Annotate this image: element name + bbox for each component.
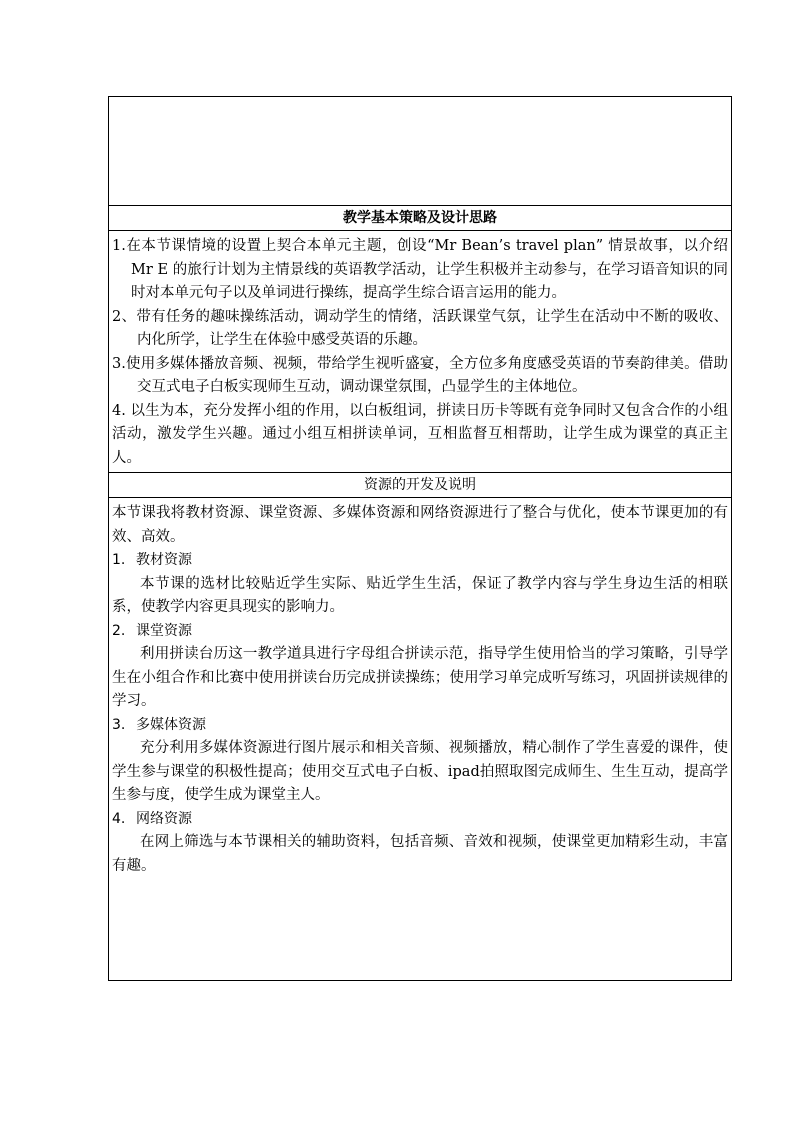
- strategy-section-header: 教学基本策略及设计思路: [109, 206, 731, 231]
- strategy-item-3: 3.使用多媒体播放音频、视频，带给学生视听盛宴，全方位多角度感受英语的节奏韵律美。借助交互式电子白板实现师生互动，调动课堂氛围，凸显学生的主体地位。: [112, 355, 728, 395]
- resource-body-3: 充分利用多媒体资源进行图片展示和相关音频、视频播放，精心制作了学生喜爱的课件，使学生参与课堂的积极性提高；使用交互式电子白板、ipad拍照取图完成师生、生生互动，提高学生参与度，使学生成为课堂主人。: [112, 740, 728, 803]
- resource-body-2: 利用拼读台历这一教学道具进行字母组合拼读示范，指导学生使用恰当的学习策略，引导学生在小组合作和比赛中使用拼读台历完成拼读操练；使用学习单完成听写练习，巩固拼读规律的学习。: [112, 646, 728, 709]
- strategy-item-2: 2、带有任务的趣味操练活动，调动学生的情绪，活跃课堂气氛，让学生在活动中不断的吸收、内化所学，让学生在体验中感受英语的乐趣。: [112, 308, 728, 348]
- strategy-item-4: 4. 以生为本，充分发挥小组的作用，以白板组词，拼读日历卡等既有竞争同时又包含合作的小组活动，激发学生兴趣。通过小组互相拼读单词，互相监督互相帮助，让学生成为课堂的真正主人。: [112, 402, 728, 466]
- lesson-plan-table: [108, 96, 732, 981]
- resource-title: 课堂资源: [136, 622, 192, 639]
- resource-heading-1: [112, 549, 728, 573]
- resource-heading-3: [112, 714, 728, 738]
- blank-top-cell: [109, 97, 731, 206]
- resource-heading-4: [112, 808, 728, 832]
- resources-content-cell: [109, 498, 731, 980]
- resource-title: 教材资源: [136, 552, 192, 568]
- strategy-item-1: 1.在本节课情境的设置上契合本单元主题，创设“Mr Bean’s travel plan” 情景故事，以介绍Mr E 的旅行计划为主情景线的英语教学活动，让学生积极并主动参与，在学习语音知识的同时对本单元句子以及单词进行操练，提高学生综合语言运用的能力。: [112, 238, 728, 301]
- resource-heading-2: [112, 620, 728, 644]
- resource-body-4: 在网上筛选与本节课相关的辅助资料，包括音频、音效和视频，使课堂更加精彩生动，丰富有趣。: [112, 834, 728, 874]
- strategy-content-cell: [109, 231, 731, 473]
- resource-title: 多媒体资源: [136, 716, 206, 733]
- resources-intro: 本节课我将教材资源、课堂资源、多媒体资源和网络资源进行了整合与优化，使本节课更加的有效、高效。: [112, 505, 728, 545]
- resource-number: 4.: [112, 810, 126, 827]
- resource-number: 3.: [112, 716, 126, 733]
- resource-number: 2.: [112, 622, 126, 639]
- resource-number: 1.: [112, 552, 126, 568]
- resource-title: 网络资源: [136, 810, 192, 827]
- resources-section-header: 资源的开发及说明: [109, 473, 731, 498]
- resource-body-1: 本节课的选材比较贴近学生实际、贴近学生生活，保证了教学内容与学生身边生活的相联系，使教学内容更具现实的影响力。: [112, 575, 728, 615]
